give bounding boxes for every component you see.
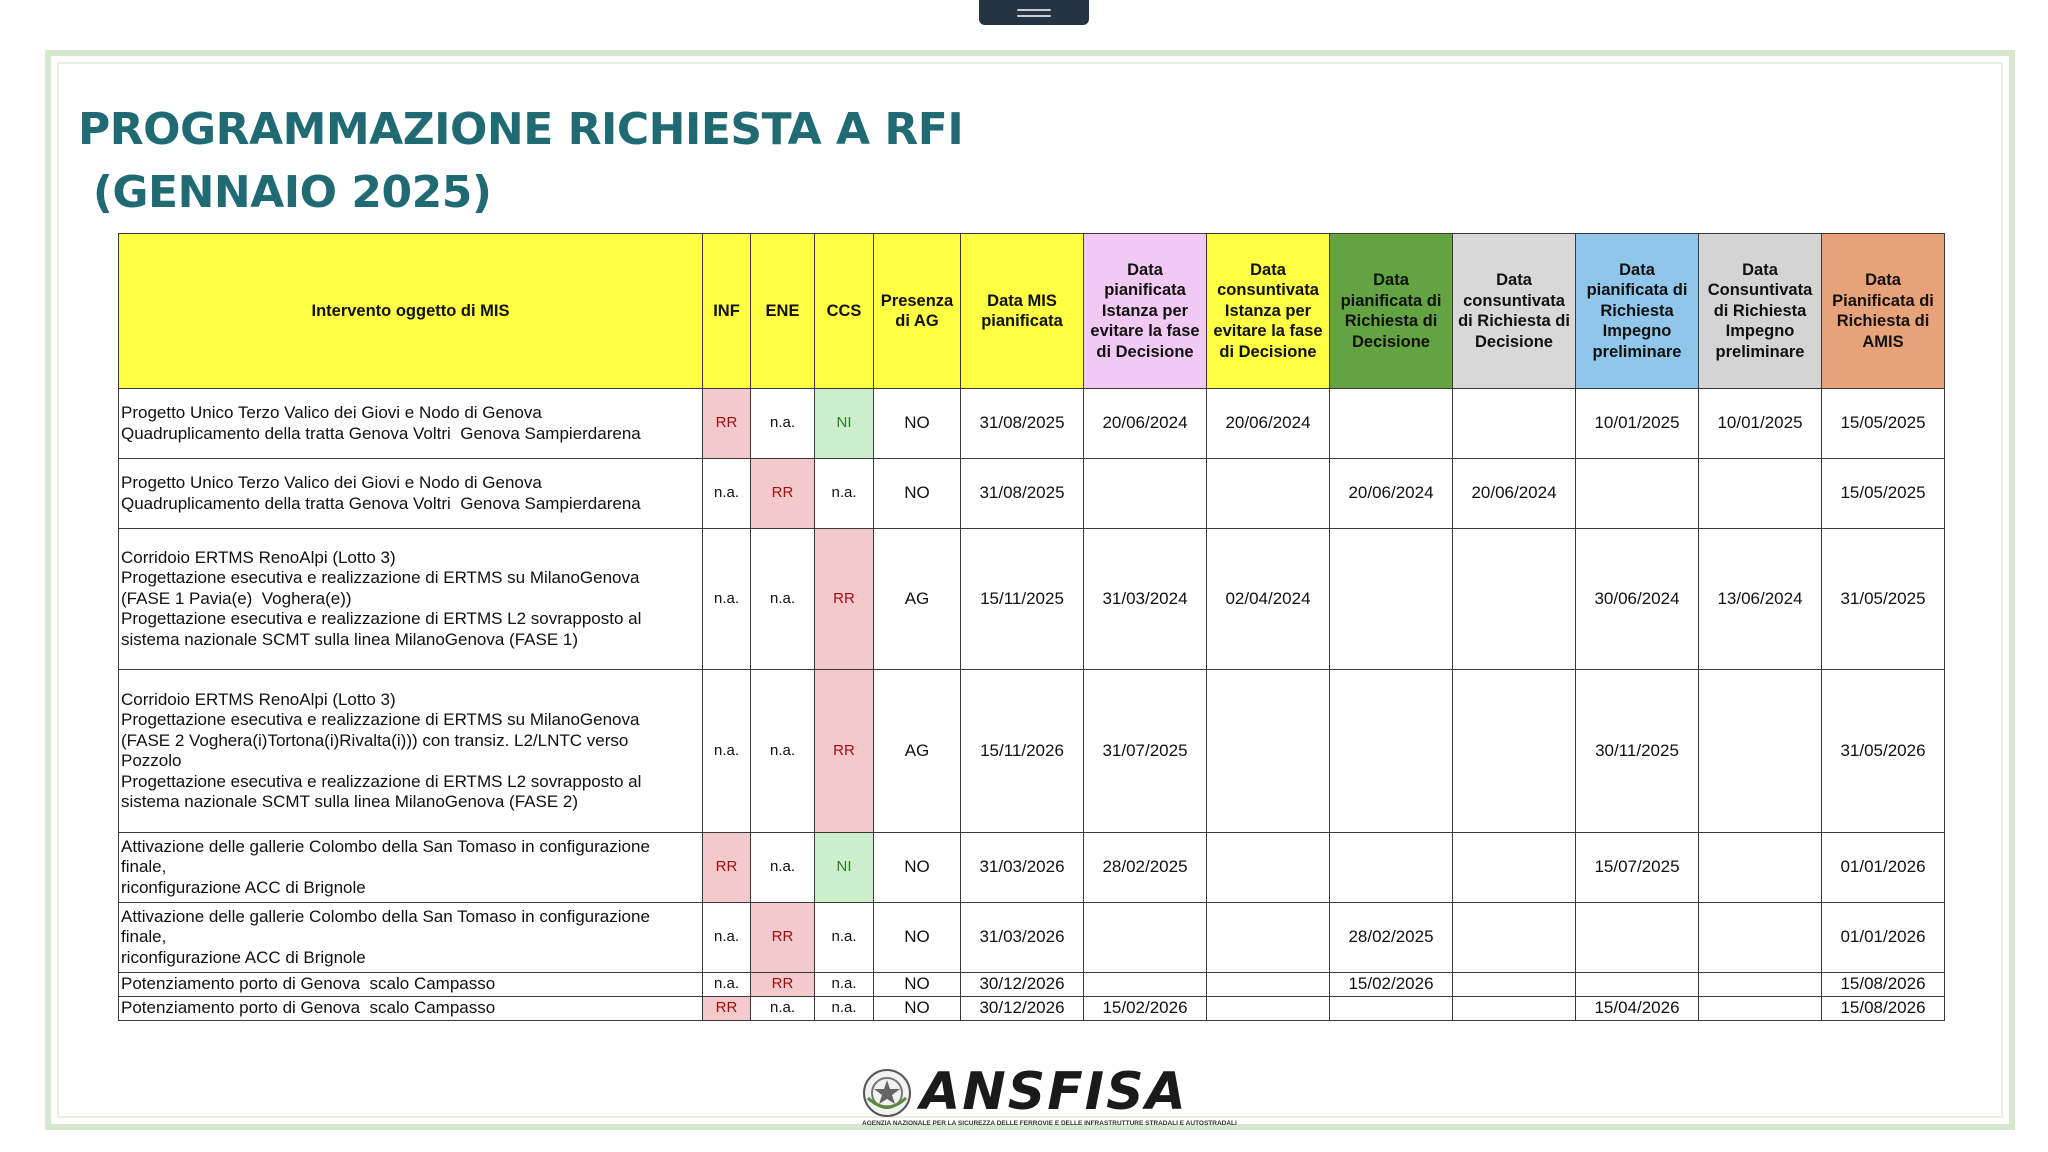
header-decisione-consuntivata: Data consuntivata di Richiesta di Decisione (1453, 234, 1576, 389)
menu-handle-button[interactable] (979, 0, 1089, 25)
cell-presenza-ag: AG (874, 529, 961, 670)
cell-data-mis: 30/12/2026 (961, 997, 1084, 1021)
cell-impegno-consuntivata (1699, 833, 1822, 903)
cell-ene: n.a. (751, 997, 815, 1021)
table-row (119, 997, 1945, 1021)
cell-impegno-pianificata: 15/07/2025 (1576, 833, 1699, 903)
cell-impegno-pianificata: 30/11/2025 (1576, 670, 1699, 833)
cell-decisione-consuntivata (1453, 389, 1576, 459)
italian-emblem-icon (862, 1068, 912, 1118)
cell-amis-pianificata: 01/01/2026 (1822, 833, 1945, 903)
cell-decisione-pianificata (1330, 529, 1453, 670)
cell-ene: n.a. (751, 529, 815, 670)
cell-presenza-ag: AG (874, 670, 961, 833)
cell-decisione-pianificata: 28/02/2025 (1330, 903, 1453, 973)
cell-ccs: n.a. (815, 973, 874, 997)
cell-impegno-consuntivata (1699, 997, 1822, 1021)
cell-ene: n.a. (751, 833, 815, 903)
cell-intervento: Corridoio ERTMS RenoAlpi (Lotto 3) Progettazione esecutiva e realizzazione di ERTMS su MilanoGenova (FASE 1 Pavia(e) Voghera(e)) Progettazione esecutiva e realizzazione di ERTMS L2 sovrapposto al sistema nazionale SCMT sulla linea MilanoGenova (FASE 1) (119, 529, 703, 670)
cell-impegno-consuntivata (1699, 973, 1822, 997)
cell-istanza-pianificata (1084, 973, 1207, 997)
mis-schedule-table (118, 233, 1945, 1021)
cell-ene: RR (751, 973, 815, 997)
cell-presenza-ag: NO (874, 833, 961, 903)
cell-istanza-pianificata (1084, 903, 1207, 973)
logo-name: ANSFISA (920, 1062, 1188, 1122)
cell-decisione-consuntivata (1453, 670, 1576, 833)
table-row (119, 389, 1945, 459)
cell-data-mis: 31/08/2025 (961, 459, 1084, 529)
cell-data-mis: 15/11/2025 (961, 529, 1084, 670)
slide-title (78, 98, 963, 224)
cell-decisione-pianificata: 20/06/2024 (1330, 459, 1453, 529)
logo-subtitle: AGENZIA NAZIONALE PER LA SICUREZZA DELLE FERROVIE E DELLE INFRASTRUTTURE STRADALI E AUTOSTRADALI (862, 1120, 1237, 1127)
cell-inf: RR (703, 833, 751, 903)
cell-istanza-consuntivata: 20/06/2024 (1207, 389, 1330, 459)
cell-ene: RR (751, 903, 815, 973)
cell-intervento: Potenziamento porto di Genova scalo Campasso (119, 997, 703, 1021)
cell-istanza-pianificata: 31/03/2024 (1084, 529, 1207, 670)
cell-amis-pianificata: 15/05/2025 (1822, 389, 1945, 459)
cell-decisione-pianificata (1330, 997, 1453, 1021)
cell-istanza-consuntivata (1207, 833, 1330, 903)
cell-istanza-pianificata (1084, 459, 1207, 529)
cell-inf: n.a. (703, 903, 751, 973)
cell-impegno-consuntivata (1699, 903, 1822, 973)
cell-amis-pianificata: 15/08/2026 (1822, 997, 1945, 1021)
cell-istanza-consuntivata (1207, 997, 1330, 1021)
cell-ene: n.a. (751, 670, 815, 833)
cell-amis-pianificata: 15/05/2025 (1822, 459, 1945, 529)
cell-inf: RR (703, 389, 751, 459)
cell-inf: RR (703, 997, 751, 1021)
cell-intervento: Attivazione delle gallerie Colombo della San Tomaso in configurazione finale, riconfigurazione ACC di Brignole (119, 903, 703, 973)
cell-amis-pianificata: 15/08/2026 (1822, 973, 1945, 997)
header-impegno-consuntivata: Data Consuntivata di Richiesta Impegno preliminare (1699, 234, 1822, 389)
cell-impegno-pianificata: 15/04/2026 (1576, 997, 1699, 1021)
cell-ccs: n.a. (815, 997, 874, 1021)
cell-data-mis: 30/12/2026 (961, 973, 1084, 997)
cell-impegno-consuntivata: 10/01/2025 (1699, 389, 1822, 459)
slide-title-line-2: (GENNAIO 2025) (78, 167, 492, 218)
ansfisa-logo (850, 1062, 1237, 1134)
cell-inf: n.a. (703, 670, 751, 833)
table-row (119, 459, 1945, 529)
cell-inf: n.a. (703, 459, 751, 529)
cell-data-mis: 31/03/2026 (961, 833, 1084, 903)
cell-istanza-pianificata: 20/06/2024 (1084, 389, 1207, 459)
cell-decisione-consuntivata (1453, 529, 1576, 670)
cell-ene: RR (751, 459, 815, 529)
cell-intervento: Potenziamento porto di Genova scalo Campasso (119, 973, 703, 997)
cell-istanza-consuntivata (1207, 903, 1330, 973)
header-decisione-pianificata: Data pianificata di Richiesta di Decisione (1330, 234, 1453, 389)
cell-istanza-pianificata: 31/07/2025 (1084, 670, 1207, 833)
cell-decisione-consuntivata (1453, 997, 1576, 1021)
cell-inf: n.a. (703, 973, 751, 997)
cell-intervento: Progetto Unico Terzo Valico dei Giovi e Nodo di Genova Quadruplicamento della tratta Genova Voltri Genova Sampierdarena (119, 389, 703, 459)
cell-ccs: NI (815, 389, 874, 459)
cell-decisione-pianificata (1330, 389, 1453, 459)
header-presenza-ag: Presenza di AG (874, 234, 961, 389)
cell-impegno-consuntivata (1699, 459, 1822, 529)
cell-inf: n.a. (703, 529, 751, 670)
cell-amis-pianificata: 31/05/2026 (1822, 670, 1945, 833)
table-row (119, 903, 1945, 973)
table-row (119, 670, 1945, 833)
cell-impegno-pianificata: 30/06/2024 (1576, 529, 1699, 670)
header-istanza-consuntivata: Data consuntivata Istanza per evitare la fase di Decisione (1207, 234, 1330, 389)
table-row (119, 529, 1945, 670)
cell-decisione-consuntivata: 20/06/2024 (1453, 459, 1576, 529)
cell-ccs: n.a. (815, 903, 874, 973)
cell-amis-pianificata: 01/01/2026 (1822, 903, 1945, 973)
cell-istanza-consuntivata (1207, 670, 1330, 833)
cell-impegno-pianificata: 10/01/2025 (1576, 389, 1699, 459)
cell-amis-pianificata: 31/05/2025 (1822, 529, 1945, 670)
cell-ene: n.a. (751, 389, 815, 459)
cell-presenza-ag: NO (874, 997, 961, 1021)
cell-impegno-pianificata (1576, 973, 1699, 997)
cell-impegno-pianificata (1576, 903, 1699, 973)
cell-decisione-consuntivata (1453, 903, 1576, 973)
header-istanza-pianificata: Data pianificata Istanza per evitare la fase di Decisione (1084, 234, 1207, 389)
cell-presenza-ag: NO (874, 459, 961, 529)
cell-decisione-pianificata: 15/02/2026 (1330, 973, 1453, 997)
cell-intervento: Progetto Unico Terzo Valico dei Giovi e Nodo di Genova Quadruplicamento della tratta Genova Voltri Genova Sampierdarena (119, 459, 703, 529)
cell-presenza-ag: NO (874, 973, 961, 997)
table-row (119, 833, 1945, 903)
cell-data-mis: 31/03/2026 (961, 903, 1084, 973)
cell-ccs: NI (815, 833, 874, 903)
cell-istanza-consuntivata (1207, 459, 1330, 529)
cell-decisione-pianificata (1330, 833, 1453, 903)
header-data-mis: Data MIS pianificata (961, 234, 1084, 389)
header-impegno-pianificata: Data pianificata di Richiesta Impegno preliminare (1576, 234, 1699, 389)
slide-title-line-1: PROGRAMMAZIONE RICHIESTA A RFI (78, 104, 964, 155)
cell-istanza-consuntivata: 02/04/2024 (1207, 529, 1330, 670)
cell-impegno-consuntivata (1699, 670, 1822, 833)
cell-istanza-pianificata: 15/02/2026 (1084, 997, 1207, 1021)
header-ccs: CCS (815, 234, 874, 389)
header-inf: INF (703, 234, 751, 389)
table-header-row (119, 234, 1945, 389)
cell-decisione-consuntivata (1453, 833, 1576, 903)
cell-intervento: Attivazione delle gallerie Colombo della San Tomaso in configurazione finale, riconfigurazione ACC di Brignole (119, 833, 703, 903)
cell-ccs: RR (815, 529, 874, 670)
cell-ccs: RR (815, 670, 874, 833)
header-ene: ENE (751, 234, 815, 389)
cell-data-mis: 31/08/2025 (961, 389, 1084, 459)
table-body (119, 389, 1945, 1021)
cell-decisione-pianificata (1330, 670, 1453, 833)
table-row (119, 973, 1945, 997)
cell-impegno-pianificata (1576, 459, 1699, 529)
header-amis-pianificata: Data Pianificata di Richiesta di AMIS (1822, 234, 1945, 389)
cell-istanza-consuntivata (1207, 973, 1330, 997)
cell-istanza-pianificata: 28/02/2025 (1084, 833, 1207, 903)
header-intervento: Intervento oggetto di MIS (119, 234, 703, 389)
cell-intervento: Corridoio ERTMS RenoAlpi (Lotto 3) Progettazione esecutiva e realizzazione di ERTMS su MilanoGenova (FASE 2 Voghera(i)Tortona(i)Rivalta(i))) con transiz. L2/LNTC verso Pozzolo Progettazione esecutiva e realizzazione di ERTMS L2 sovrapposto al sistema nazionale SCMT sulla linea MilanoGenova (FASE 2) (119, 670, 703, 833)
menu-handle-icon (1017, 9, 1051, 17)
cell-presenza-ag: NO (874, 903, 961, 973)
cell-presenza-ag: NO (874, 389, 961, 459)
cell-impegno-consuntivata: 13/06/2024 (1699, 529, 1822, 670)
cell-data-mis: 15/11/2026 (961, 670, 1084, 833)
cell-ccs: n.a. (815, 459, 874, 529)
cell-decisione-consuntivata (1453, 973, 1576, 997)
